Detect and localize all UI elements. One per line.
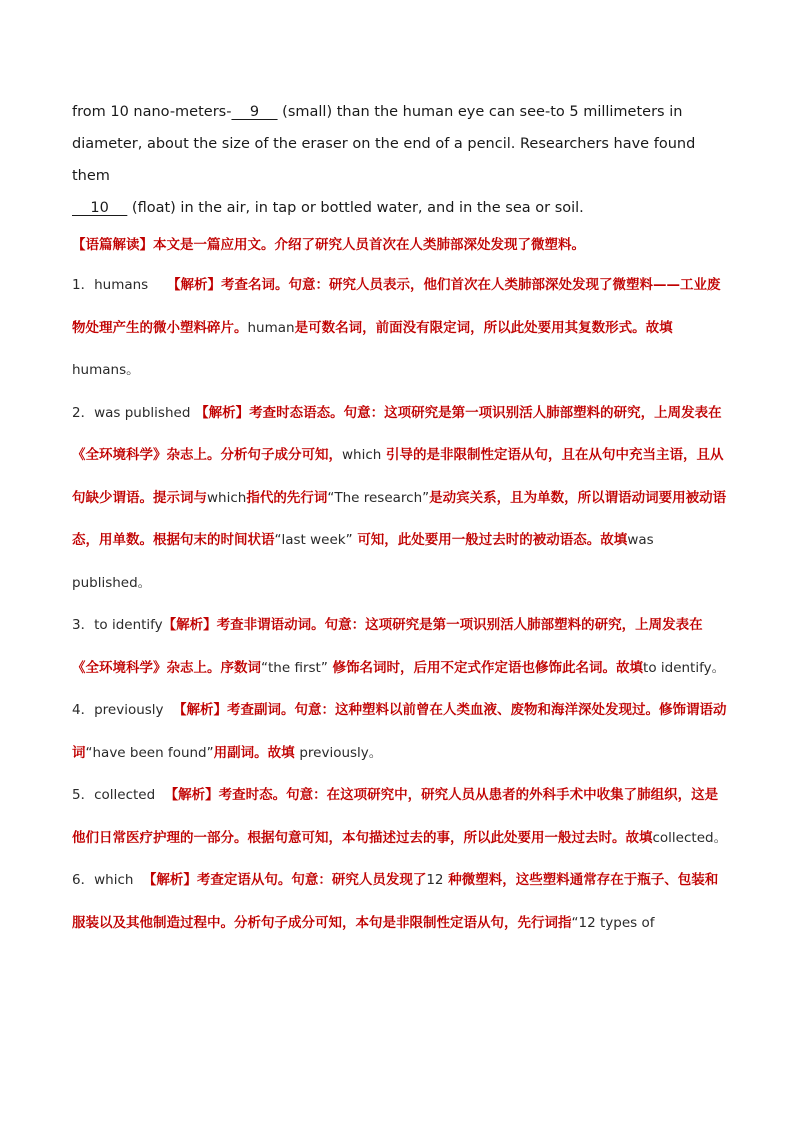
item-number: 1． xyxy=(72,277,95,293)
fill-answer: collected xyxy=(652,829,714,846)
quoted-ref: “12 types of xyxy=(571,914,655,931)
analysis-text: 考查非谓语动词。句意：这项研究是第一项识别活人肺部塑料的研究，上周发表在《全环境科学》杂志上。序数词 xyxy=(72,617,703,676)
intro-tag: 【语篇解读】 xyxy=(72,237,153,253)
quoted-ref: “The research” xyxy=(327,489,430,506)
analysis-text: 是动宾关系，且为单数，所以谓语动词要用被动语态，用单数。根据句末的时间状语 xyxy=(72,489,727,548)
analysis-text: 是可数名词，前面没有限定词，所以此处要用其复数形式。故填 xyxy=(294,319,673,336)
analysis-text: 考查名词。句意：研究人员表示，他们首次在人类肺部深处发现了微塑料——工业废物处理产生的微小塑料碎片。 xyxy=(72,277,721,336)
passage-text: (small) than the human eye can see-to 5 millimeters in xyxy=(277,104,683,120)
quoted-ref: 12 xyxy=(426,872,444,888)
fill-answer: humans xyxy=(72,362,127,378)
item-answer: which xyxy=(94,872,134,888)
passage-text: from 10 nano-meters- xyxy=(72,104,232,120)
analysis-text: 用副词。故填 xyxy=(213,744,295,761)
item-number: 4． xyxy=(72,702,95,718)
item-answer: to identify xyxy=(94,617,163,633)
analysis-text: 考查时态。句意：在这项研究中，研究人员从患者的外科手术中收集了肺组织，这是他们日常医疗护理的一部分。根据句意可知，本句描述过去的事，所以此处要用一般过去时。故填 xyxy=(72,787,719,846)
fill-answer: to identify xyxy=(643,659,712,676)
quoted-ref: which xyxy=(342,447,382,463)
blank-10: 10 xyxy=(72,200,128,216)
analysis-text: 指代的先行词 xyxy=(246,489,328,506)
answer-item-3 xyxy=(72,604,728,689)
answer-item-2 xyxy=(72,392,728,605)
item-number: 2． xyxy=(72,404,95,421)
fill-answer: was published xyxy=(72,532,654,591)
item-answer: previously xyxy=(94,702,164,718)
end-mark: 。 xyxy=(713,829,728,846)
answer-item-4 xyxy=(72,689,728,774)
analysis-tag: 【解析】 xyxy=(142,872,197,888)
document-content xyxy=(72,96,728,944)
quoted-ref: “the first” xyxy=(261,659,328,676)
analysis-tag: 【解析】 xyxy=(162,617,217,633)
item-answer: humans xyxy=(94,277,149,293)
blank-9: 9 xyxy=(231,104,278,120)
end-mark: 。 xyxy=(368,744,383,761)
item-answer: collected xyxy=(94,787,156,803)
end-mark: 。 xyxy=(126,362,140,378)
analysis-text: 可知，此处要用一般过去时的被动语态。故填 xyxy=(357,532,628,548)
passage-line-1 xyxy=(72,96,728,128)
analysis-tag: 【解析】 xyxy=(167,277,222,293)
end-mark: 。 xyxy=(137,574,152,591)
item-number: 6． xyxy=(72,872,95,888)
analysis-tag: 【解析】 xyxy=(195,404,250,421)
quoted-ref: which xyxy=(207,489,247,506)
passage-line-3 xyxy=(72,192,728,224)
end-mark: 。 xyxy=(711,659,726,676)
intro-text: 本文是一篇应用文。介绍了研究人员首次在人类肺部深处发现了微塑料。 xyxy=(153,237,585,253)
answer-item-1 xyxy=(72,264,728,392)
analysis-text: 引导的是非限制性定语从句，且在从句中充当主语，且从句缺少谓语。提示词与 xyxy=(72,447,724,506)
analysis-text: 修饰名词时，后用不定式作定语也修饰此名词。故填 xyxy=(332,659,644,676)
item-number: 5． xyxy=(72,787,95,803)
passage-line-2: diameter, about the size of the eraser on the end of a pencil. Researchers have found them xyxy=(72,136,696,184)
answer-item-6 xyxy=(72,859,728,944)
analysis-tag: 【解析】 xyxy=(164,787,219,803)
fill-answer: previously xyxy=(299,744,369,761)
analysis-tag: 【解析】 xyxy=(172,702,227,718)
item-answer: was published xyxy=(94,404,191,421)
analysis-text: 考查副词。句意：这种塑料以前曾在人类血液、废物和海洋深处发现过。修饰谓语动词 xyxy=(72,702,727,761)
item-number: 3． xyxy=(72,617,95,633)
quoted-ref: “last week” xyxy=(274,532,353,548)
analysis-text: 考查定语从句。句意：研究人员发现了 xyxy=(196,872,427,888)
quoted-ref: human xyxy=(247,319,295,336)
discourse-intro xyxy=(72,226,728,264)
passage-text: (float) in the air, in tap or bottled water, and in the sea or soil. xyxy=(127,200,584,216)
analysis-text: 种微塑料，这些塑料通常存在于瓶子、包装和服装以及其他制造过程中。分析句子成分可知，本句是非限制性定语从句，先行词指 xyxy=(72,872,719,931)
answer-item-5 xyxy=(72,774,728,859)
quoted-ref: “have been found” xyxy=(85,744,214,761)
analysis-text: 考查时态语态。句意：这项研究是第一项识别活人肺部塑料的研究，上周发表在《全环境科学》杂志上。分析句子成分可知， xyxy=(72,404,722,463)
